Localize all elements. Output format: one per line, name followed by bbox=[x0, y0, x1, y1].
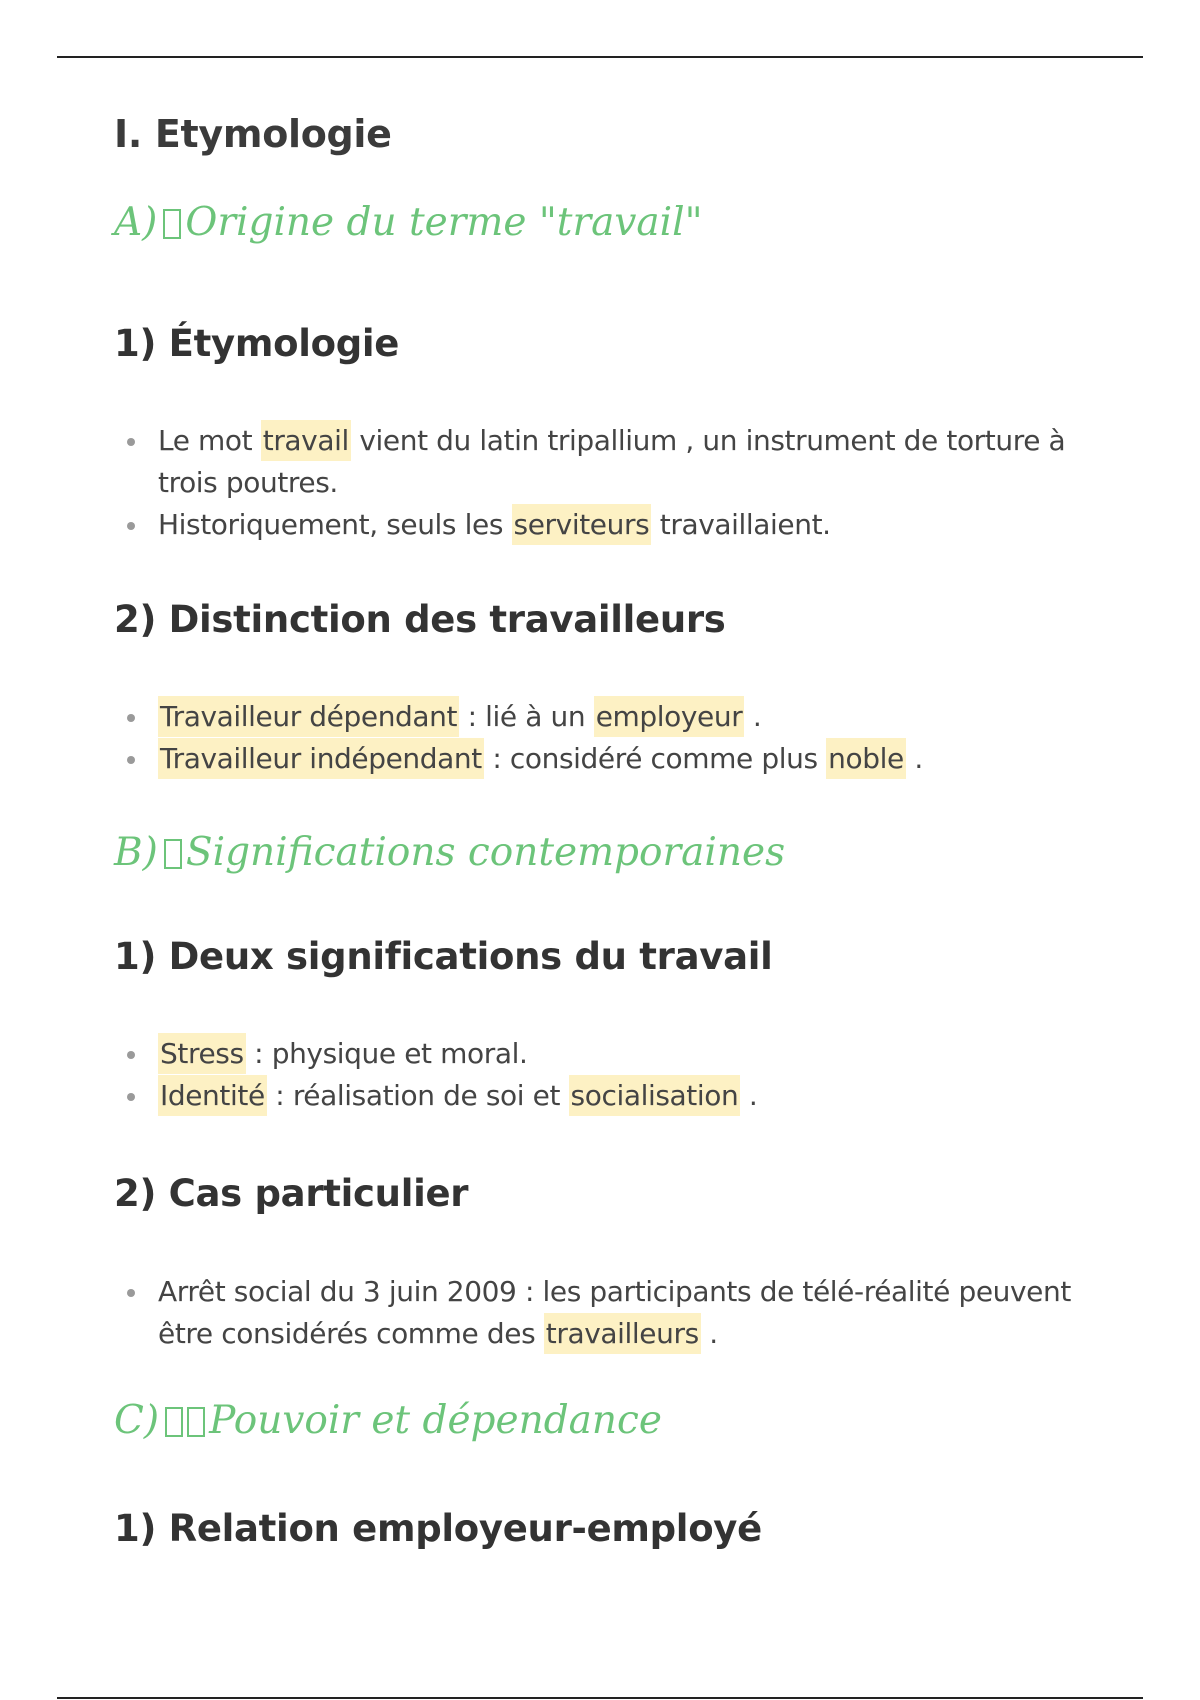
section-b-title: Significations contemporaines bbox=[185, 830, 786, 875]
highlighted-term: socialisation bbox=[569, 1075, 741, 1116]
section-a-sub2-heading: 2) Distinction des travailleurs bbox=[114, 598, 726, 641]
list-item-text: . bbox=[700, 1317, 718, 1350]
section-c-title: Pouvoir et dépendance bbox=[209, 1398, 662, 1443]
list-item-text: travaillaient. bbox=[651, 508, 831, 541]
highlighted-term: Stress bbox=[158, 1033, 246, 1074]
list-item bbox=[114, 738, 1094, 780]
highlighted-term: travail bbox=[261, 420, 351, 461]
section-a-heading bbox=[114, 200, 703, 245]
missing-glyph-icon bbox=[165, 1407, 183, 1437]
highlighted-term: Travailleur dépendant bbox=[158, 696, 459, 737]
list-item bbox=[114, 504, 1094, 546]
section-a-sub1-list bbox=[114, 420, 1094, 546]
section-b-sub2-heading: 2) Cas particulier bbox=[114, 1172, 469, 1215]
highlighted-term: noble bbox=[826, 738, 906, 779]
list-item-text: . bbox=[744, 700, 762, 733]
section-a-sub2-list bbox=[114, 696, 1094, 780]
top-rule bbox=[57, 56, 1143, 58]
list-item-text: Arrêt social du 3 juin 2009 : les participants de télé-réalité peuvent être considérés comme des bbox=[158, 1275, 1071, 1350]
section-a-title: Origine du terme "travail" bbox=[185, 200, 703, 245]
list-item bbox=[114, 1271, 1094, 1355]
section-b-label: B) bbox=[114, 830, 158, 875]
missing-glyph-icon bbox=[187, 1407, 205, 1437]
section-b-sub1-list bbox=[114, 1033, 1094, 1117]
highlighted-term: travailleurs bbox=[544, 1313, 701, 1354]
section-b-heading bbox=[114, 830, 785, 875]
list-item-text: : considéré comme plus bbox=[483, 742, 827, 775]
highlighted-term: Identité bbox=[158, 1075, 267, 1116]
section-b-sub1-heading: 1) Deux significations du travail bbox=[114, 935, 773, 978]
list-item-text: Historiquement, seuls les bbox=[158, 508, 512, 541]
page-title: I. Etymologie bbox=[114, 112, 392, 156]
highlighted-term: employeur bbox=[594, 696, 745, 737]
section-c-heading bbox=[114, 1398, 662, 1443]
missing-glyph-icon bbox=[164, 839, 182, 869]
highlighted-term: serviteurs bbox=[512, 504, 652, 545]
list-item-text: vient du latin tripallium , un instrument de torture à trois poutres. bbox=[158, 424, 1066, 499]
list-item bbox=[114, 420, 1094, 504]
list-item bbox=[114, 1075, 1094, 1117]
list-item-text: : physique et moral. bbox=[245, 1037, 528, 1070]
section-b-sub2-list bbox=[114, 1271, 1094, 1355]
section-c-label: C) bbox=[114, 1398, 160, 1443]
list-item-text: . bbox=[905, 742, 923, 775]
list-item-text: . bbox=[740, 1079, 758, 1112]
list-item-text: : réalisation de soi et bbox=[266, 1079, 569, 1112]
section-c-sub1-heading: 1) Relation employeur-employé bbox=[114, 1507, 762, 1550]
list-item bbox=[114, 696, 1094, 738]
missing-glyph-icon bbox=[163, 209, 181, 239]
section-a-sub1-heading: 1) Étymologie bbox=[114, 322, 400, 365]
list-item-text: Le mot bbox=[158, 424, 261, 457]
list-item-text: : lié à un bbox=[459, 700, 594, 733]
highlighted-term: Travailleur indépendant bbox=[158, 738, 484, 779]
list-item bbox=[114, 1033, 1094, 1075]
section-a-label: A) bbox=[114, 200, 158, 245]
bottom-rule bbox=[57, 1697, 1143, 1699]
